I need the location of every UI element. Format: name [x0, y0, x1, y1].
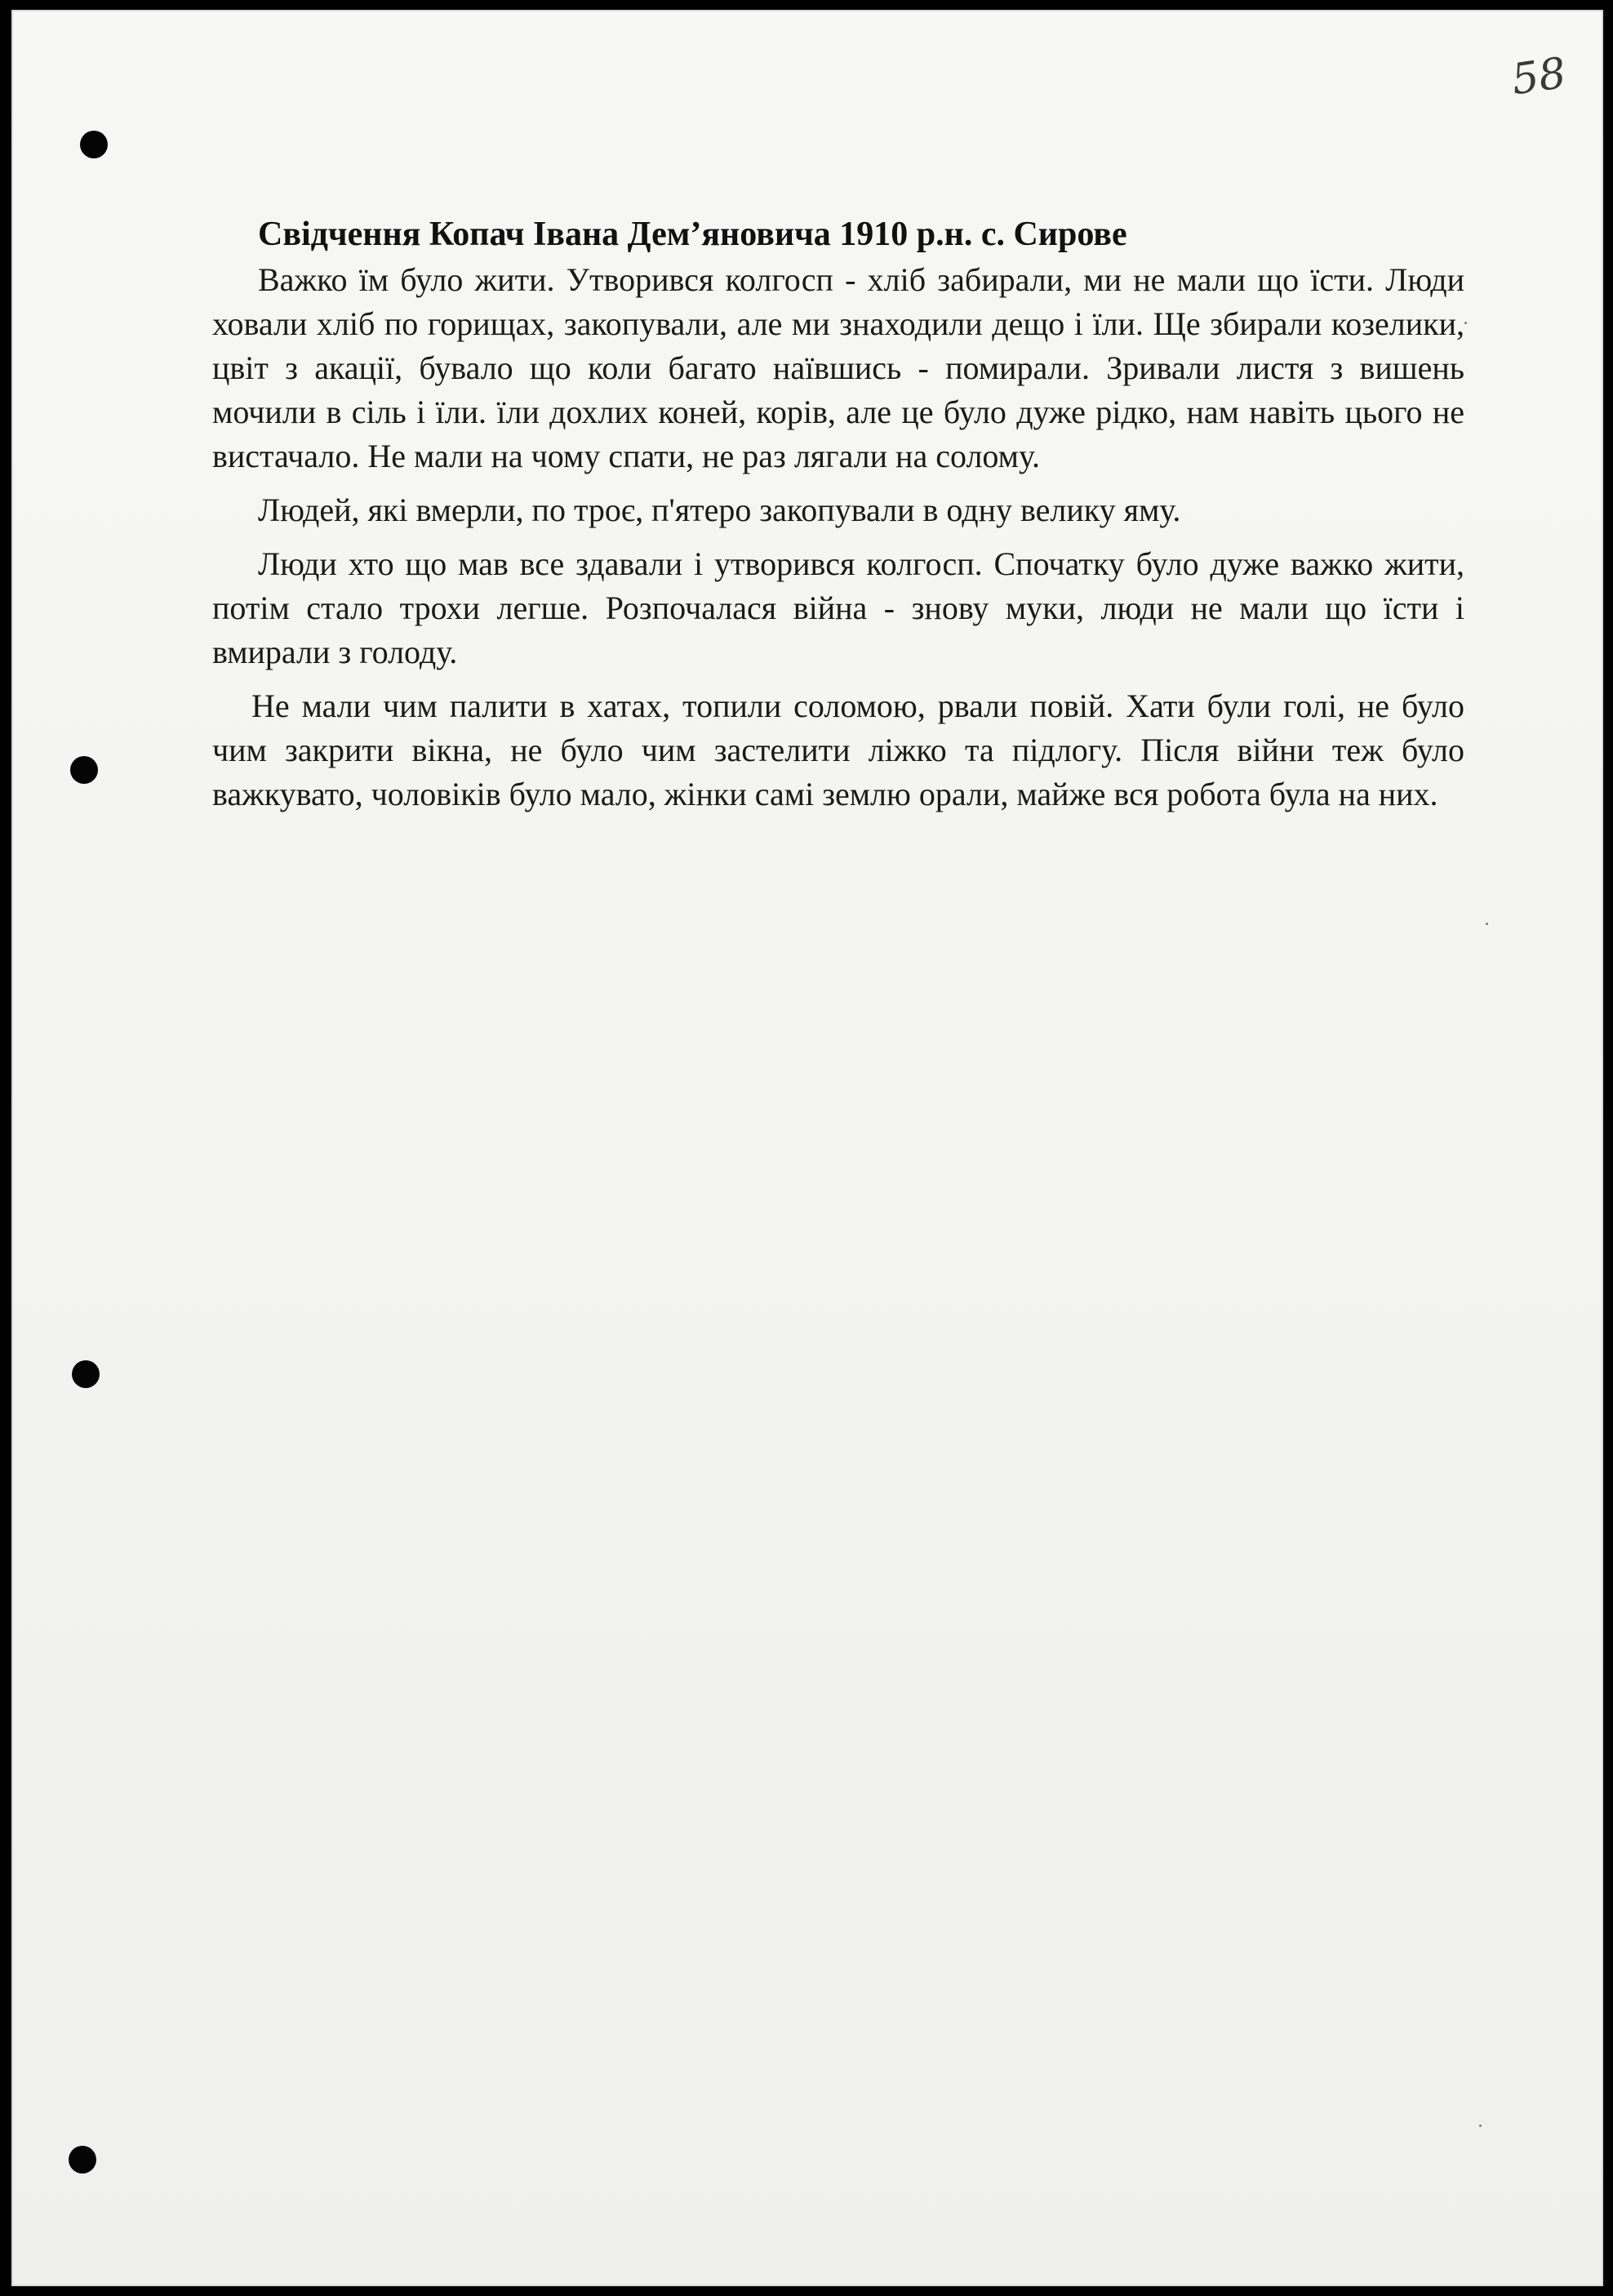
document-heading: Свідчення Копач Івана Дем’яновича 1910 р.н. с. Сирове — [258, 216, 1127, 253]
scan-speck — [1479, 2125, 1482, 2127]
handwritten-page-number: 58 — [1509, 48, 1570, 105]
document-page — [11, 10, 1603, 2286]
scan-speck — [1486, 923, 1488, 925]
document-body — [212, 212, 1464, 817]
punch-hole-2 — [70, 756, 98, 784]
paragraph: Не мали чим палити в хатах, топили соломою, рвали повій. Хати були голі, не було чим закрити вікна, не було чим застелити ліжко та підлогу. Після війни теж було важкувато, чоловіків було мало, жінки самі землю орали, майже вся робота була на них. — [212, 687, 1464, 812]
punch-hole-1 — [80, 131, 108, 158]
paragraph: Люди хто що мав все здавали і утворився колгосп. Спочатку було дуже важко жити, потім стало трохи легше. Розпочалася війна - знову муки, люди не мали що їсти і вмирали з голоду. — [212, 545, 1464, 670]
paragraph: Людей, які вмерли, по троє, п'ятеро закопували в одну велику яму. — [258, 492, 1181, 528]
punch-hole-3 — [72, 1360, 100, 1388]
punch-hole-4 — [69, 2146, 96, 2174]
scan-speck — [1464, 322, 1467, 324]
paragraph: Важко їм було жити. Утворився колгосп - хліб забирали, ми не мали що їсти. Люди ховали хліб по горищах, закопували, але ми знаходили дещо і їли. Ще збирали козелики, цвіт з акації, бувало що коли багато наївшись - помирали. Зривали листя з вишень мочили в сіль і їли. їли дохлих коней, корів, але це було дуже рідко, нам навіть цього не вистачало. Не мали на чому спати, не раз лягали на солому. — [212, 261, 1464, 474]
